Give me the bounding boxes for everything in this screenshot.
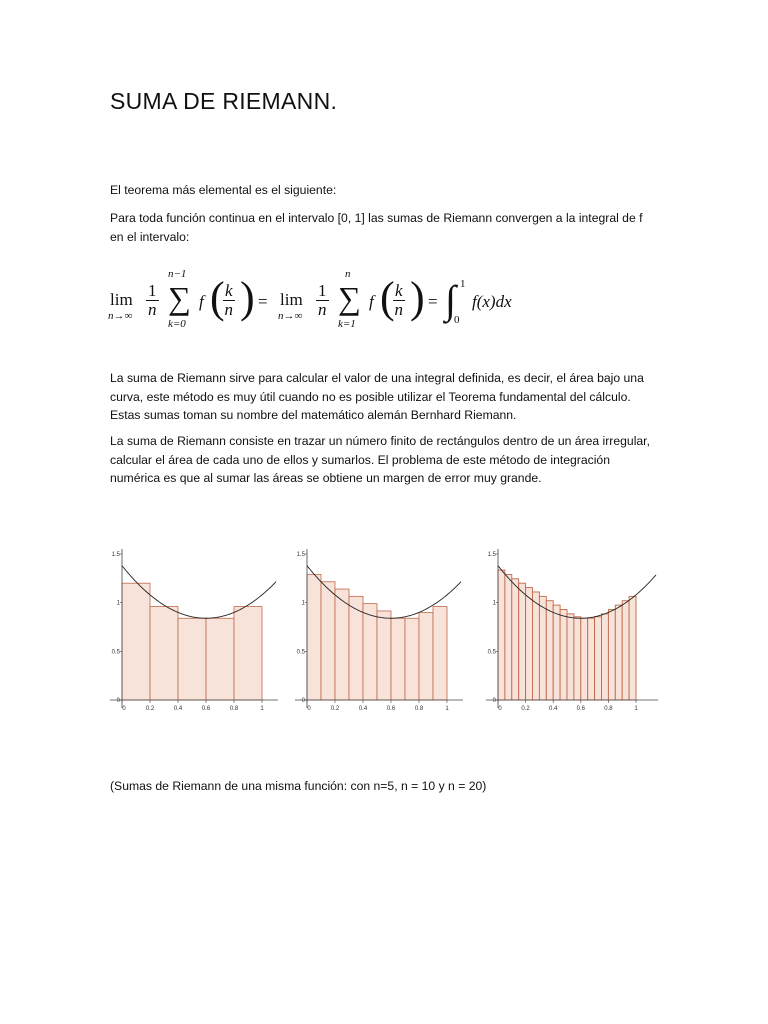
riemann-bar [307, 574, 321, 700]
formula-lim-2: lim [280, 290, 303, 309]
y-tick-label: 1.5 [487, 552, 496, 558]
riemann-bar [122, 583, 150, 700]
riemann-bar [405, 618, 419, 700]
riemann-bar [335, 589, 349, 700]
y-tick-label: 0 [492, 698, 496, 704]
x-tick-label: 0.4 [173, 706, 183, 712]
riemann-bar [581, 618, 588, 700]
formula-fraction-k-1 [223, 282, 235, 319]
riemann-bar [498, 570, 505, 700]
formula-int-lower: 0 [454, 314, 460, 326]
formula-sum-2-upper: n [345, 268, 351, 280]
riemann-bar [512, 579, 519, 700]
riemann-bar [377, 611, 391, 700]
riemann-bar [505, 574, 512, 700]
x-tick-label: 0.8 [604, 706, 613, 712]
formula-sum-1-upper: n−1 [168, 268, 187, 280]
x-tick-label: 0.2 [145, 706, 155, 712]
y-tick-label: 0.5 [111, 649, 120, 656]
y-tick-label: 1 [301, 600, 305, 607]
y-tick-label: 0 [301, 698, 305, 704]
riemann-bar [560, 609, 567, 700]
formula-integrand: f(x)dx [472, 292, 512, 311]
formula-lparen-1: ( [210, 273, 225, 322]
formula-lparen-2: ( [380, 273, 395, 322]
riemann-bar [533, 592, 540, 700]
theorem-statement: Para toda función continua en el intervalo [0, 1] las sumas de Riemann convergen a la integral de f en el intervalo: [110, 211, 643, 244]
riemann-bar [588, 618, 595, 700]
riemann-bar [519, 583, 526, 700]
formula-n: n [318, 300, 327, 319]
riemann-bar [178, 618, 206, 700]
formula-k: k [225, 281, 233, 300]
x-tick-label: 1 [445, 706, 449, 712]
formula-one: 1 [318, 281, 327, 300]
x-tick-label: 0.8 [414, 706, 424, 712]
riemann-plot-n10-svg [293, 543, 465, 713]
formula-k: k [395, 281, 403, 300]
y-tick-label: 1 [492, 600, 496, 607]
x-tick-label: 0.6 [576, 706, 585, 712]
x-tick-label: 0 [122, 706, 126, 712]
riemann-bar [150, 607, 178, 700]
x-tick-label: 1 [260, 706, 264, 712]
formula-sum-2-lower: k=1 [338, 318, 356, 330]
riemann-bar [363, 604, 377, 700]
riemann-bar [629, 596, 636, 700]
riemann-bar [546, 601, 553, 700]
y-tick-label: 1.5 [296, 552, 305, 558]
formula-equals-1: = [258, 292, 268, 311]
riemann-bar [574, 617, 581, 700]
x-tick-label: 0.2 [521, 706, 530, 712]
riemann-plot-n5 [108, 543, 280, 713]
riemann-sum-formula [108, 268, 548, 338]
riemann-bar [608, 609, 615, 700]
riemann-plot-n20 [484, 543, 660, 713]
x-tick-label: 0 [498, 706, 502, 712]
x-tick-label: 0 [307, 706, 311, 712]
x-tick-label: 0.4 [358, 706, 368, 712]
riemann-bar [433, 607, 447, 700]
riemann-bar [622, 601, 629, 700]
riemann-bar [539, 596, 546, 700]
riemann-plot-n20-svg [484, 543, 660, 713]
riemann-bar [602, 614, 609, 700]
y-tick-label: 0 [116, 698, 120, 704]
x-tick-label: 0.4 [549, 706, 558, 712]
formula-f-1: f [199, 292, 204, 311]
riemann-bar [615, 605, 622, 700]
formula-fraction-1 [146, 282, 159, 319]
formula-lim-2-sub: n→∞ [278, 310, 303, 322]
integral-sign: ∫ [445, 277, 456, 322]
formula-sum-1-lower: k=0 [168, 318, 186, 330]
page-title: SUMA DE RIEMANN. [110, 88, 338, 114]
formula-fraction-k-2 [393, 282, 405, 319]
formula-n: n [148, 300, 157, 319]
sigma-1: ∑ [168, 280, 191, 316]
riemann-bar [206, 618, 234, 700]
y-tick-label: 1.5 [111, 552, 120, 558]
description-paragraph-1: La suma de Riemann sirve para calcular el valor de una integral definida, es decir, el área bajo una curva, este método es muy útil cuando no es posible utilizar el Teorema fundamental del cálculo. Estas sumas toman su nombre del matemático alemán Bernhard Riemann. [110, 371, 644, 422]
riemann-bar [567, 614, 574, 700]
riemann-bar [595, 617, 602, 700]
formula-lim-1-sub: n→∞ [108, 310, 133, 322]
formula-fraction-2 [316, 282, 329, 319]
sigma-2: ∑ [338, 280, 361, 316]
formula-one: 1 [148, 281, 157, 300]
figure-caption: (Sumas de Riemann de una misma función: con n=5, n = 10 y n = 20) [110, 779, 487, 793]
y-tick-label: 1 [116, 600, 120, 607]
x-tick-label: 0.6 [386, 706, 396, 712]
riemann-bar [234, 607, 262, 700]
riemann-bar [526, 588, 533, 700]
description-paragraph-2: La suma de Riemann consiste en trazar un número finito de rectángulos dentro de un área irregular, calcular el área de cada uno de ellos y sumarlos. El problema de este método de integración numérica es que al sumar las áreas se obtiene un margen de error muy grande. [110, 434, 650, 485]
formula-equals-2: = [428, 292, 438, 311]
y-tick-label: 0.5 [296, 649, 305, 656]
riemann-plot-n5-svg [108, 543, 280, 713]
y-tick-label: 0.5 [487, 649, 496, 656]
formula-n: n [224, 300, 234, 319]
x-tick-label: 0.6 [201, 706, 211, 712]
riemann-bar [419, 612, 433, 700]
formula-rparen-2: ) [410, 273, 425, 322]
x-tick-label: 0.8 [229, 706, 239, 712]
formula-n: n [394, 300, 404, 319]
riemann-plot-n10 [293, 543, 465, 713]
formula-rparen-1: ) [240, 273, 255, 322]
riemann-bar [553, 605, 560, 700]
intro-paragraph: El teorema más elemental es el siguiente: [110, 183, 337, 197]
riemann-bar [391, 618, 405, 700]
formula-int-upper: 1 [460, 278, 466, 290]
formula-lim-1: lim [110, 290, 133, 309]
x-tick-label: 0.2 [330, 706, 340, 712]
riemann-bar [321, 582, 335, 700]
x-tick-label: 1 [634, 706, 638, 712]
formula-f-2: f [369, 292, 374, 311]
